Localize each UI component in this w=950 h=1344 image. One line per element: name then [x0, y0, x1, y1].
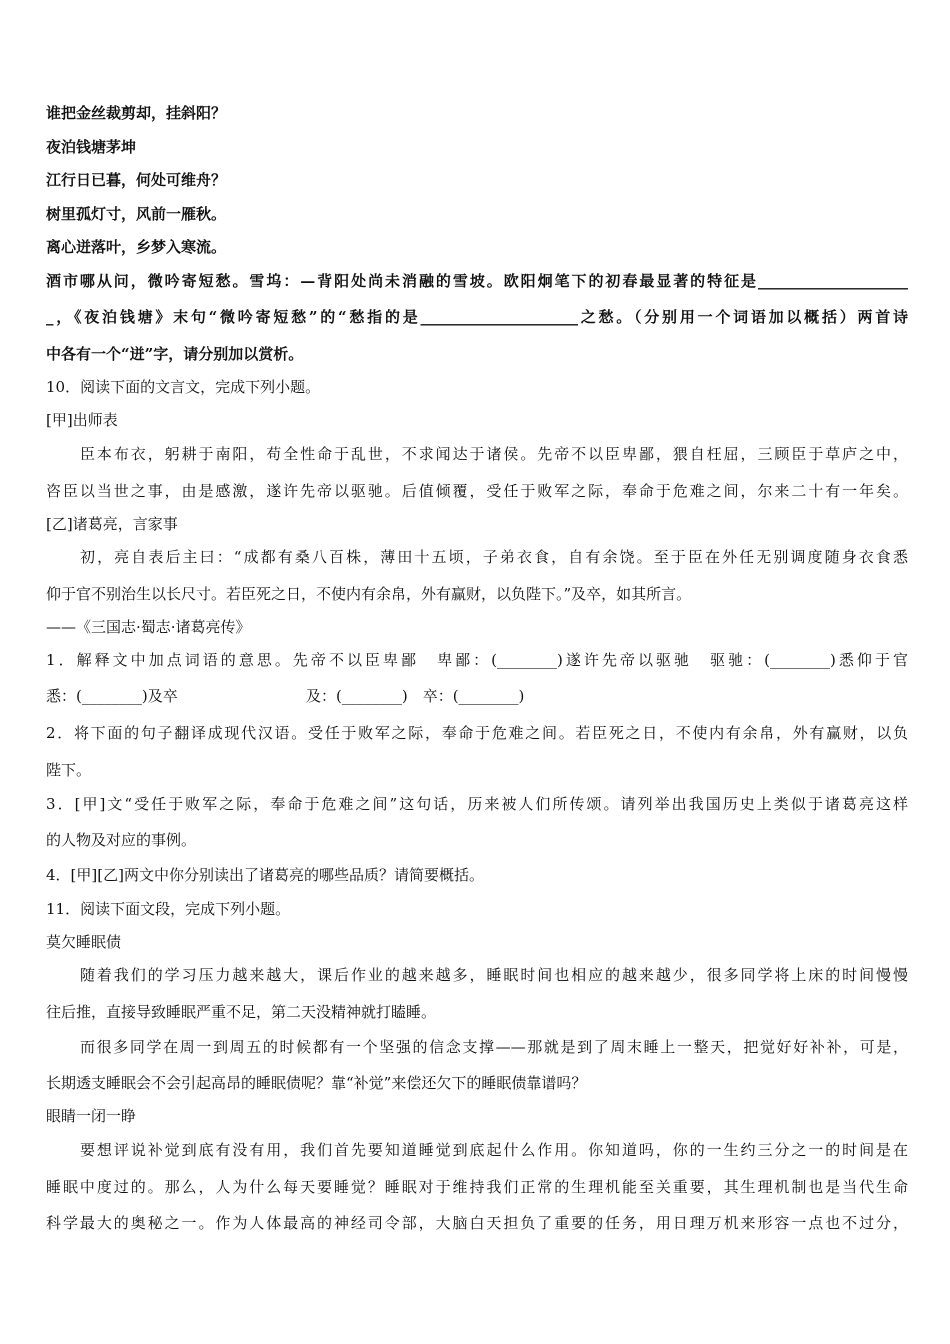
q10-sub-1-line-b: 悉：(________)及卒	[46, 687, 178, 705]
q10-jia-label: [甲]出师表	[46, 411, 118, 429]
poem-line-1: 谁把金丝裁剪却，挂斜阳？	[46, 104, 227, 122]
q11-paragraph-2-line-b: 长期透支睡眠会不会引起高昂的睡眠债呢？靠“补觉”来偿还欠下的睡眠债靠谱吗？	[46, 1074, 587, 1092]
q11-paragraph-3-line-b: 睡眠中度过的。那么，人为什么每天要睡觉？睡眠对于维持我们正常的生理机能至关重要，其生理机制也是当代生命	[46, 1178, 908, 1196]
q11-paragraph-2-line-a: 而很多同学在周一到周五的时候都有一个坚强的信念支撑——那就是到了周末睡上一整天，把觉好好补补，可是，	[80, 1038, 908, 1056]
q10-yi-paragraph-1: 初，亮自表后主曰：“成都有桑八百株，薄田十五顷，子弟衣食，自有余饶。至于臣在外任无别调度随身衣食悉	[80, 548, 908, 566]
q10-yi-label: [乙]诸葛亮，言家事	[46, 515, 178, 533]
q10-sub-2-line-a: 2．将下面的句子翻译成现代汉语。受任于败军之际，奉命于危难之间。若臣死之日，不使内有余帛，外有赢财，以负	[46, 724, 908, 742]
q11-paragraph-3-line-a: 要想评说补觉到底有没有用，我们首先要知道睡觉到底起什么作用。你知道吗，你的一生约三分之一的时间是在	[80, 1141, 908, 1159]
poem-question-line-3: 中各有一个“迸”字，请分别加以赏析。	[46, 345, 304, 363]
q10-jia-paragraph-2: 咨臣以当世之事，由是感激，遂许先帝以驱驰。后值倾覆，受任于败军之际，奉命于危难之间，尔来二十有一年矣。	[46, 482, 908, 500]
poem-line-4: 离心迸落叶，乡梦入寒流。	[46, 238, 227, 256]
q10-yi-paragraph-2: 仰于官不别治生以长尺寸。若臣死之日，不使内有余帛，外有赢财，以负陛下。”及卒，如其所言。	[46, 585, 692, 603]
poem-question-line-2: _，《夜泊钱塘》末句“微吟寄短愁”的“愁指的是_____________________之愁。（分别用一个词语加以概括）两首诗	[46, 308, 908, 326]
q11-paragraph-3-line-c: 科学最大的奥秘之一。作为人体最高的神经司令部，大脑白天担负了重要的任务，用日理万机来形容一点也不过分，	[46, 1214, 908, 1232]
q11-paragraph-1-line-b: 往后推，直接导致睡眠严重不足，第二天没精神就打瞌睡。	[46, 1003, 437, 1021]
poem-line-3: 树里孤灯寸，风前一雁秋。	[46, 205, 227, 223]
q10-sub-1-line-c: 及：(________) 卒：(________)	[306, 687, 525, 705]
q11-paragraph-1-line-a: 随着我们的学习压力越来越大，课后作业的越来越多，睡眠时间也相应的越来越少，很多同学将上床的时间慢慢	[80, 966, 908, 984]
q10-title: 10．阅读下面的文言文，完成下列小题。	[46, 378, 321, 396]
q10-sub-3-line-a: 3．[甲]文“受任于败军之际，奉命于危难之间”这句话，历来被人们所传颂。请列举出我国历史上类似于诸葛亮这样	[46, 795, 908, 813]
q10-sub-4: 4．[甲][乙]两文中你分别读出了诸葛亮的哪些品质？请简要概括。	[46, 866, 484, 884]
poem-line-2: 江行日已暮，何处可维舟？	[46, 171, 227, 189]
q10-sub-1-line-a: 1．解释文中加点词语的意思。先帝不以臣卑鄙 卑鄙：(________)遂许先帝以驱驰 驱驰：(________)悉仰于官	[46, 651, 908, 669]
poem-line-5: 酒市哪从问，微吟寄短愁。雪坞：—背阳处尚未消融的雪坡。欧阳炯笔下的初春最显著的特征是____________________	[46, 272, 908, 290]
q11-heading-1: 莫欠睡眠债	[46, 933, 122, 951]
q10-sub-3-line-b: 的人物及对应的事例。	[46, 831, 197, 849]
q11-heading-2: 眼睛一闭一睁	[46, 1107, 137, 1125]
q11-title: 11．阅读下面文段，完成下列小题。	[46, 900, 291, 918]
poem-title: 夜泊钱塘茅坤	[46, 138, 137, 156]
q10-source: ——《三国志·蜀志·诸葛亮传》	[46, 618, 251, 636]
q10-jia-paragraph-1: 臣本布衣，躬耕于南阳，苟全性命于乱世，不求闻达于诸侯。先帝不以臣卑鄙，猥自枉屈，三顾臣于草庐之中，	[80, 445, 908, 463]
q10-sub-2-line-b: 陛下。	[46, 761, 92, 779]
